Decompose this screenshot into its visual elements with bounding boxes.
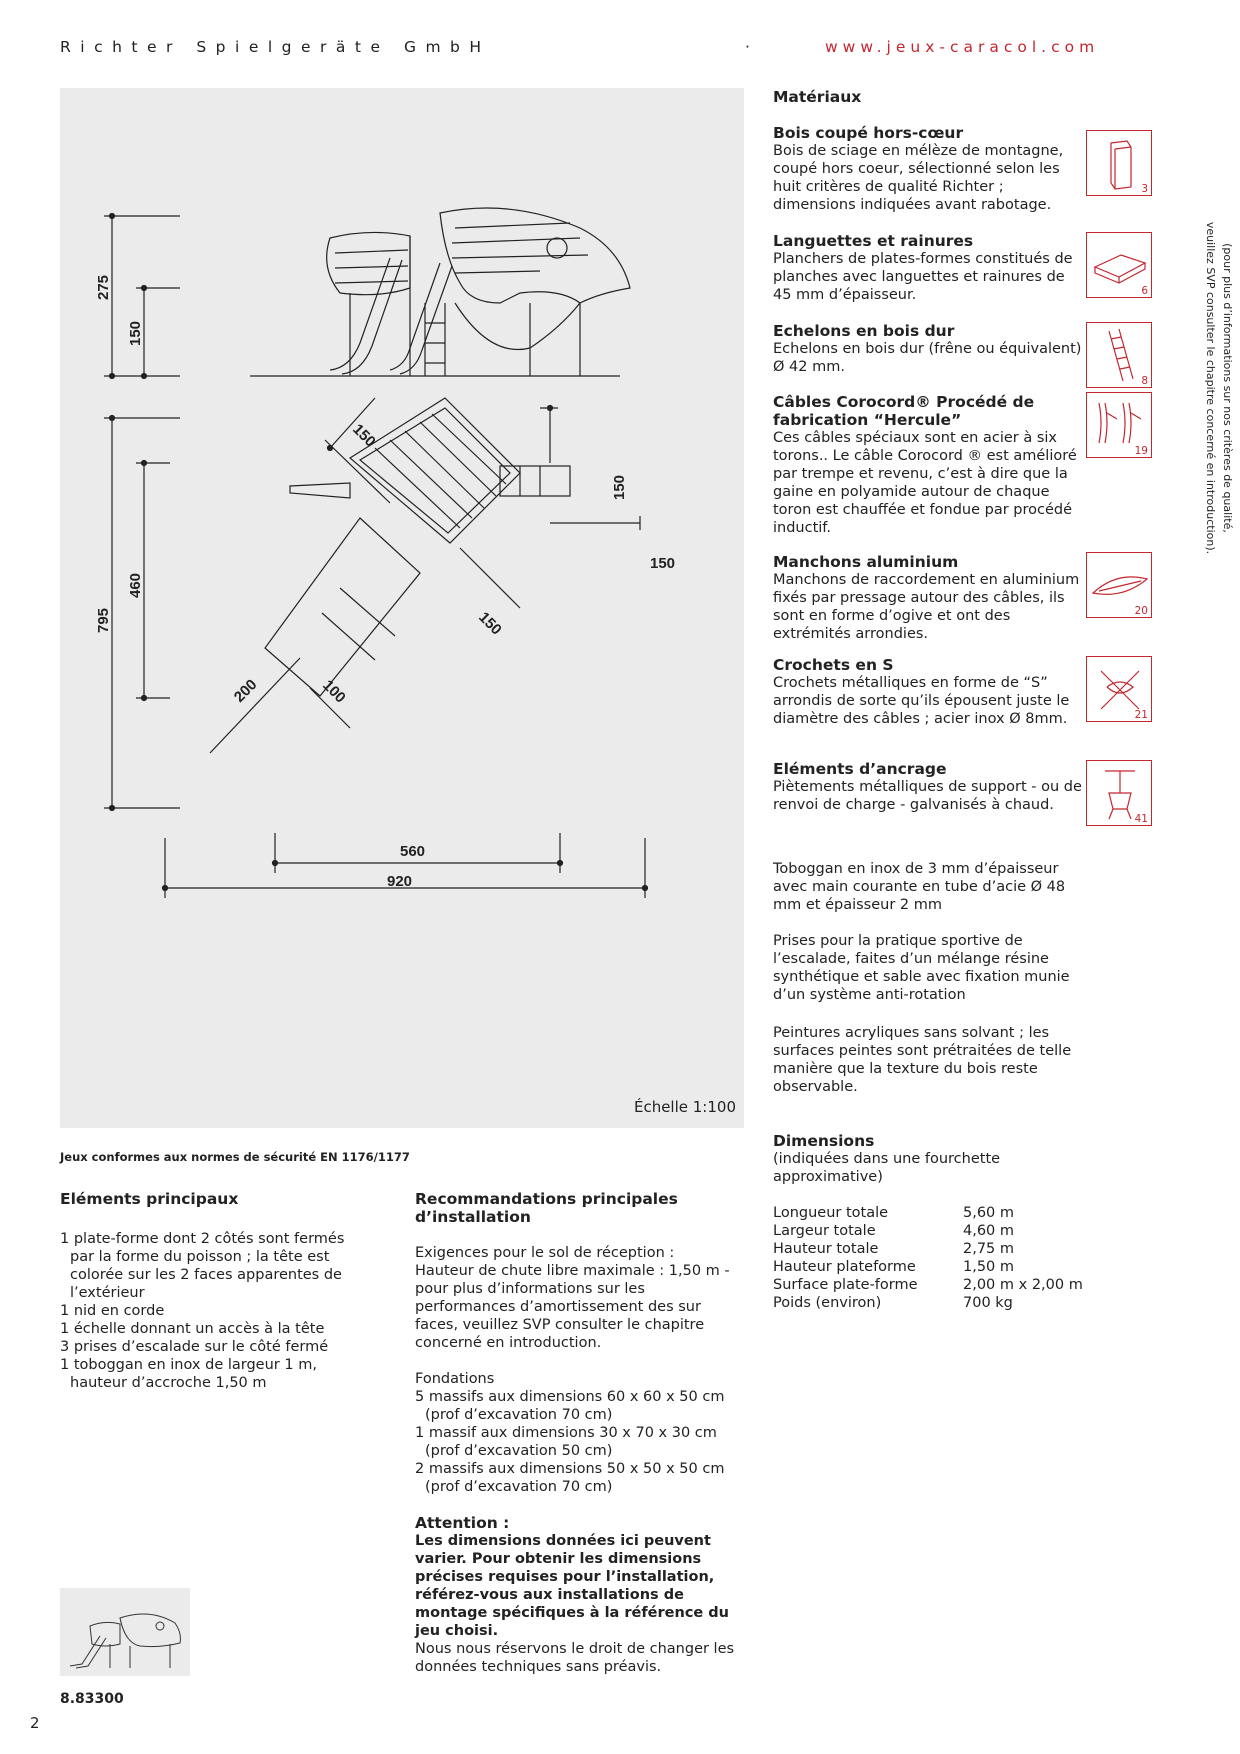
product-thumbnail <box>60 1588 190 1676</box>
anchor-icon <box>1086 760 1152 826</box>
dimension-value: 700 kg <box>963 1295 1013 1311</box>
side-note-line: veuillez SVP consulter le chapitre concerné en introduction). <box>1204 221 1217 555</box>
dim-795: 795 <box>95 607 112 633</box>
material-extra: Prises pour la pratique sportive de l’escalade, faites d’un mélange résine synthétique et sable avec fixation munie d’un système anti-rotation <box>773 933 1070 1003</box>
header-separator: · <box>745 38 760 56</box>
dimensions-table <box>773 1204 1103 1312</box>
dimension-label: Hauteur totale <box>773 1241 879 1257</box>
material-title: Câbles Corocord® Procédé de fabrication “Hercule” <box>773 393 1035 429</box>
dimensions-subtitle: (indiquées dans une fourchette approximative) <box>773 1151 1001 1185</box>
main-elements-title: Eléments principaux <box>60 1190 239 1208</box>
dim-275: 275 <box>95 274 112 300</box>
icon-number: 3 <box>1141 183 1148 195</box>
material-item <box>773 322 1083 376</box>
material-item <box>773 232 1083 304</box>
rope-icon <box>1086 392 1152 458</box>
foundation-item: 1 massif aux dimensions 30 x 70 x 30 cm (prof d’excavation 50 cm) <box>415 1425 717 1459</box>
material-text: Echelons en bois dur (frêne ou équivalent) Ø 42 mm. <box>773 341 1082 375</box>
icon-number: 21 <box>1134 709 1148 721</box>
foundations-label: Fondations <box>415 1371 495 1387</box>
icon-number: 20 <box>1134 605 1148 617</box>
product-code: 8.83300 <box>60 1691 124 1707</box>
dim-150-b: 150 <box>611 474 628 500</box>
dim-150-c: 150 <box>650 555 676 572</box>
list-item: 1 échelle donnant un accès à la tête <box>60 1321 325 1337</box>
material-text: Bois de sciage en mélèze de montagne, coupé hors coeur, sélectionné selon les huit critères de qualité Richter ; dimensions indiquées avant rabotage. <box>773 143 1064 213</box>
material-text: Manchons de raccordement en aluminium fixés par pressage autour des câbles, ils sont en forme d’ogive et ont des extrémités arrondies. <box>773 572 1080 642</box>
dimension-row <box>773 1294 1103 1312</box>
dim-100: 100 <box>319 676 349 707</box>
drawing-svg <box>60 88 744 1128</box>
recommendations-title: Recommandations principales d’installation <box>415 1190 678 1226</box>
material-item <box>773 760 1083 814</box>
technical-drawing <box>60 88 744 1128</box>
list-item: 1 nid en corde <box>60 1303 165 1319</box>
installation-recommendations <box>415 1190 740 1676</box>
dimension-value: 2,00 m x 2,00 m <box>963 1277 1083 1293</box>
icon-number: 6 <box>1141 285 1148 297</box>
attention-title: Attention : <box>415 1514 510 1532</box>
ladder-icon <box>1086 322 1152 388</box>
header-company: Richter Spielgeräte GmbH <box>60 38 491 56</box>
dimension-label: Hauteur plateforme <box>773 1259 916 1275</box>
materials-title <box>773 88 1093 106</box>
material-title: Manchons aluminium <box>773 553 959 571</box>
material-title: Eléments d’ancrage <box>773 760 947 778</box>
side-note-line: (pour plus d’informations sur nos critères de qualité, <box>1221 243 1234 533</box>
material-title: Echelons en bois dur <box>773 322 955 340</box>
dim-150-d: 150 <box>475 608 505 639</box>
sleeve-icon <box>1086 552 1152 618</box>
dimension-row <box>773 1222 1103 1240</box>
wood-block-icon <box>1086 130 1152 196</box>
dimensions-section <box>773 1132 1083 1186</box>
icon-number: 41 <box>1134 813 1148 825</box>
list-item: 1 plate-forme dont 2 côtés sont fermés par la forme du poisson ; la tête est colorée sur les 2 faces apparentes de l’extérieur <box>60 1231 345 1301</box>
attention-note: Nous nous réservons le droit de changer les données techniques sans préavis. <box>415 1641 735 1675</box>
material-title: Crochets en S <box>773 656 894 674</box>
list-item: 1 toboggan en inox de largeur 1 m, hauteur d’accroche 1,50 m <box>60 1357 317 1391</box>
icon-number: 19 <box>1134 445 1148 457</box>
dim-150-side: 150 <box>127 320 144 346</box>
material-extra: Toboggan en inox de 3 mm d’épaisseur avec main courante en tube d’acie Ø 48 mm et épaisseur 2 mm <box>773 861 1066 913</box>
dimension-value: 1,50 m <box>963 1259 1015 1275</box>
icon-number: 8 <box>1141 375 1148 387</box>
product-thumbnail-drawing <box>60 1588 190 1676</box>
dimension-value: 5,60 m <box>963 1205 1015 1221</box>
dimension-value: 2,75 m <box>963 1241 1015 1257</box>
dim-920: 920 <box>387 873 413 890</box>
dim-200: 200 <box>230 676 261 706</box>
list-item: 3 prises d’escalade sur le côté fermé <box>60 1339 329 1355</box>
foundation-item: 2 massifs aux dimensions 50 x 50 x 50 cm (prof d’excavation 70 cm) <box>415 1461 725 1495</box>
dimension-label: Surface plate-forme <box>773 1277 918 1293</box>
dim-560: 560 <box>400 843 426 860</box>
scale-label: Échelle 1:100 <box>633 1098 736 1116</box>
material-title: Languettes et rainures <box>773 232 974 250</box>
header-url[interactable]: www.jeux-caracol.com <box>825 38 1100 56</box>
dim-460: 460 <box>127 572 144 598</box>
dimension-value: 4,60 m <box>963 1223 1015 1239</box>
dim-150-a: 150 <box>349 420 379 451</box>
material-item <box>773 656 1083 728</box>
dimension-row <box>773 1258 1103 1276</box>
dimension-row <box>773 1240 1103 1258</box>
material-title: Bois coupé hors-cœur <box>773 124 964 142</box>
material-text: Piètements métalliques de support - ou de renvoi de charge - galvanisés à chaud. <box>773 779 1082 813</box>
dimension-row <box>773 1276 1103 1294</box>
ground-text: Hauteur de chute libre maximale : 1,50 m - pour plus d’informations sur les performances d’amortissement des sur faces, veuillez SVP consulter le chapitre concerné en introduction. <box>415 1263 730 1351</box>
tongue-groove-icon <box>1086 232 1152 298</box>
material-text: Planchers de plates-formes constitués de planches avec languettes et rainures de 45 mm d’épaisseur. <box>773 251 1073 303</box>
dimension-label: Longueur totale <box>773 1205 889 1221</box>
material-text: Ces câbles spéciaux sont en acier à six torons.. Le câble Corocord ® est amélioré par trempe et revenu, c’est à dire que la gaine en polyamide autour de chaque toron est chauffée et fondue par procédé inductif. <box>773 430 1077 536</box>
materials-heading: Matériaux <box>773 88 862 106</box>
ground-label: Exigences pour le sol de réception : <box>415 1245 675 1261</box>
material-item <box>773 124 1083 214</box>
page-number: 2 <box>30 1714 40 1732</box>
main-elements <box>60 1190 370 1392</box>
dimension-row <box>773 1204 1103 1222</box>
attention-warning: Les dimensions données ici peuvent varier. Pour obtenir les dimensions précises requises pour l’installation, référez-vous aux installations de montage spécifiques à la référence du jeu choisi. <box>415 1533 729 1639</box>
material-item <box>773 553 1083 643</box>
material-extra: Peintures acryliques sans solvant ; les surfaces peintes sont prétraitées de telle manière que la texture du bois reste observable. <box>773 1025 1072 1095</box>
s-hook-icon <box>1086 656 1152 722</box>
material-text: Crochets métalliques en forme de “S” arrondis de sorte qu’ils épousent juste le diamètre des câbles ; acier inox Ø 8mm. <box>773 675 1070 727</box>
safety-norms: Jeux conformes aux normes de sécurité EN 1176/1177 <box>60 1150 410 1164</box>
dimensions-title: Dimensions <box>773 1132 875 1150</box>
dimension-label: Largeur totale <box>773 1223 876 1239</box>
material-item <box>773 393 1083 537</box>
foundation-item: 5 massifs aux dimensions 60 x 60 x 50 cm (prof d’excavation 70 cm) <box>415 1389 725 1423</box>
dimension-label: Poids (environ) <box>773 1295 882 1311</box>
